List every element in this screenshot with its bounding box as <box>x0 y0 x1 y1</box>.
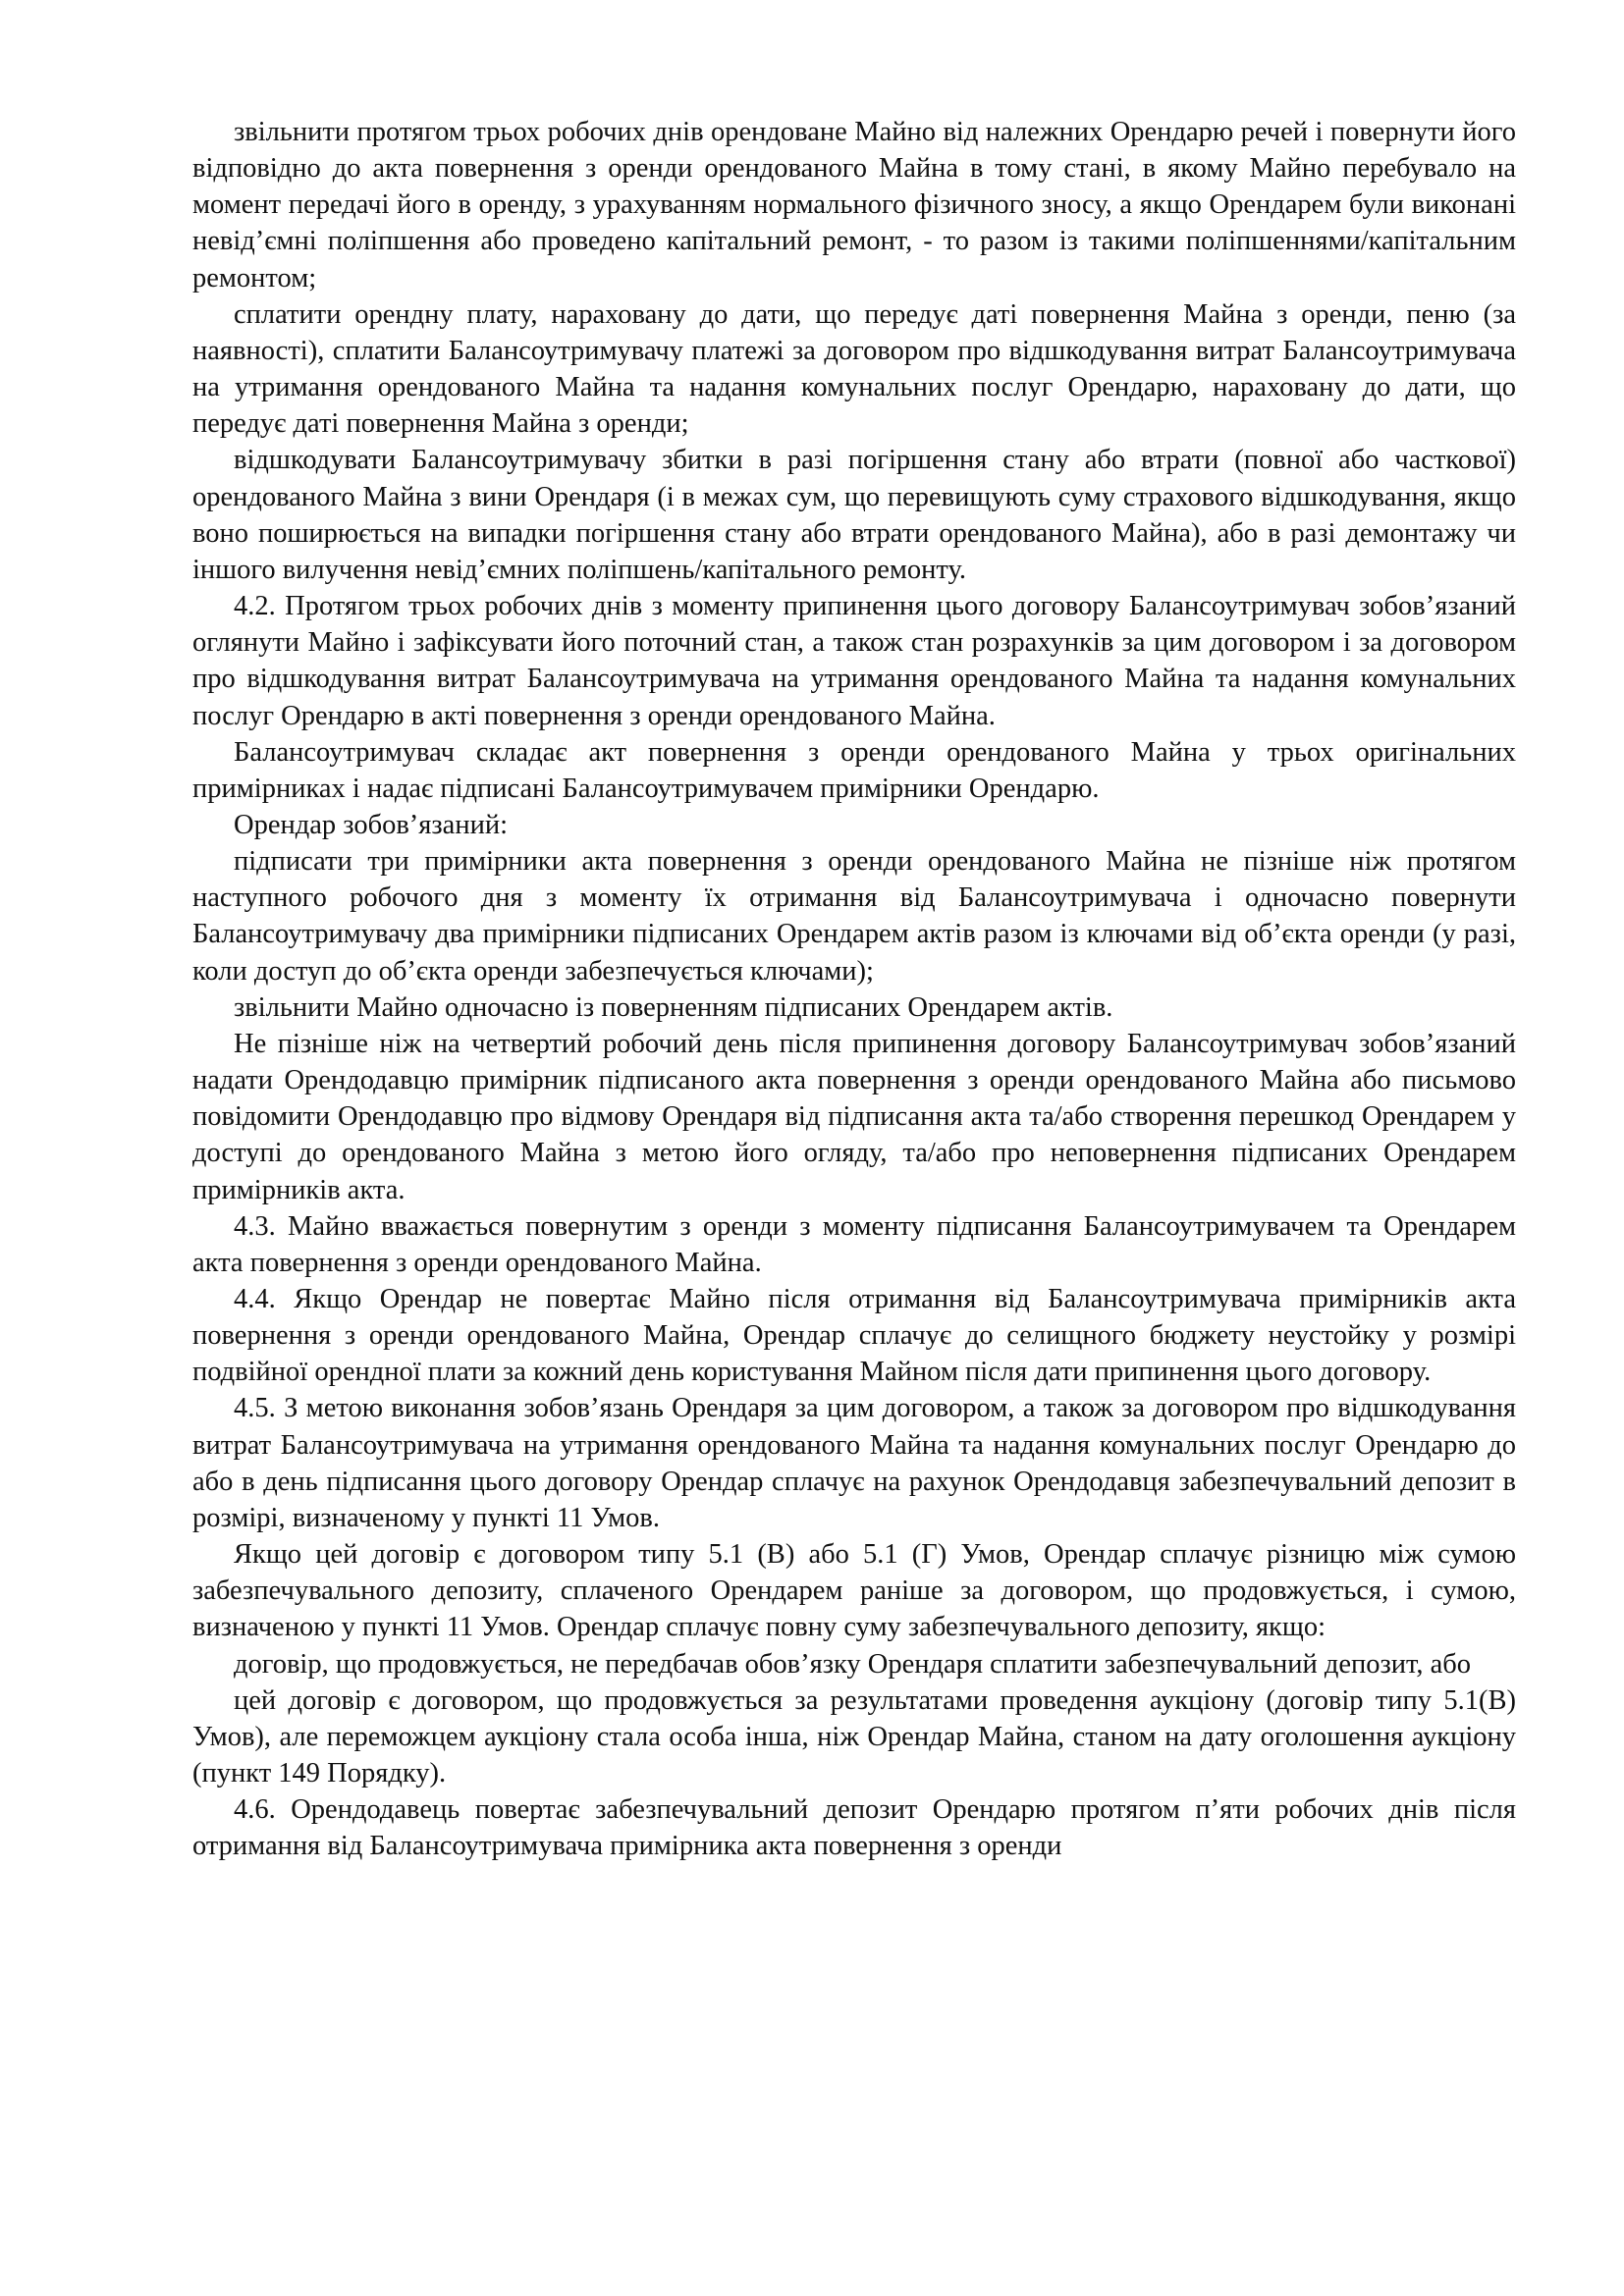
paragraph-fourth-day: Не пізніше ніж на четвертий робочий день після припинення договору Балансоутримувач зобов’язаний надати Орендодавцю примірник підписаного акта повернення з оренди орендованого Майна або письмово повідомити Орендодавцю про відмову Орендаря від підписання акта та/або створення перешкод Орендарем у доступі до орендованого Майна з метою його огляду, та/або про неповернення підписаних Орендарем примірників акта. <box>192 1028 1516 1205</box>
paragraph-compensate-losses: відшкодувати Балансоутримувачу збитки в разі погіршення стану або втрати (повної або часткової) орендованого Майна з вини Орендаря (і в межах сум, що перевищують суму страхового відшкодування, якщо воно поширюється на випадки погіршення стану або втрати орендованого Майна), або в разі демонтажу чи іншого вилучення невід’ємних поліпшень/капітального ремонту. <box>192 445 1516 585</box>
paragraph-clause-4-2: 4.2. Протягом трьох робочих днів з моменту припинення цього договору Балансоутримувач зобов’язаний оглянути Майно і зафіксувати його поточний стан, а також стан розрахунків за цим договором і за договором про відшкодування витрат Балансоутримувача на утримання орендованого Майна та надання комунальних послуг Орендарю в акті повернення з оренди орендованого Майна. <box>192 591 1516 731</box>
paragraph-free-property: звільнити Майно одночасно із поверненням підписаних Орендарем актів. <box>234 991 1113 1023</box>
document-page <box>192 114 1516 1865</box>
paragraph-clause-4-5: 4.5. З метою виконання зобов’язань Орендаря за цим договором, а також за договором про відшкодування витрат Балансоутримувача на утримання орендованого Майна та надання комунальних послуг Орендарю до або в день підписання цього договору Орендар сплачує на рахунок Орендодавця забезпечувальний депозит в розмірі, визначеному у пункті 11 Умов. <box>192 1393 1516 1533</box>
paragraph-auction-winner: цей договір є договором, що продовжується за результатами проведення аукціону (договір типу 5.1(В) Умов), але переможцем аукціону стала особа інша, ніж Орендар Майна, станом на дату оголошення аукціону (пункт 149 Порядку). <box>192 1684 1516 1789</box>
paragraph-no-deposit-obligation: договір, що продовжується, не передбачав обов’язку Орендаря сплатити забезпечувальний депозит, або <box>234 1648 1471 1680</box>
paragraph-deposit-difference: Якщо цей договір є договором типу 5.1 (В) або 5.1 (Г) Умов, Орендар сплачує різницю між сумою забезпечувального депозиту, сплаченого Орендарем раніше за договором, що продовжується, і сумою, визначеною у пункті 11 Умов. Орендар сплачує повну суму забезпечувального депозиту, якщо: <box>192 1539 1516 1643</box>
paragraph-clause-4-4: 4.4. Якщо Орендар не повертає Майно після отримання від Балансоутримувача примірників акта повернення з оренди орендованого Майна, Орендар сплачує до селищного бюджету неустойку у розмірі подвійної орендної плати за кожний день користування Майном після дати припинення цього договору. <box>192 1284 1516 1388</box>
paragraph-vacate-property: звільнити протягом трьох робочих днів орендоване Майно від належних Орендарю речей і повернути його відповідно до акта повернення з оренди орендованого Майна в тому стані, в якому Майно перебувало на момент передачі його в оренду, з урахуванням нормального фізичного зносу, а якщо Орендарем були виконані невід’ємні поліпшення або проведено капітальний ремонт, - то разом із такими поліпшеннями/капітальним ремонтом; <box>192 117 1516 294</box>
paragraph-tenant-obliged: Орендар зобов’язаний: <box>234 809 508 840</box>
paragraph-sign-copies: підписати три примірники акта повернення з оренди орендованого Майна не пізніше ніж протягом наступного робочого дня з моменту їх отримання від Балансоутримувача і одночасно повернути Балансоутримувачу два примірники підписаних Орендарем актів разом із ключами від об’єкта оренди (у разі, коли доступ до об’єкта оренди забезпечується ключами); <box>192 846 1516 987</box>
paragraph-return-act: Балансоутримувач складає акт повернення з оренди орендованого Майна у трьох оригінальних примірниках і надає підписані Балансоутримувачем примірники Орендарю. <box>192 736 1516 804</box>
paragraph-clause-4-6: 4.6. Орендодавець повертає забезпечувальний депозит Орендарю протягом п’яти робочих днів після отримання від Балансоутримувача примірника акта повернення з оренди <box>192 1794 1516 1862</box>
paragraph-pay-rent: сплатити орендну плату, нараховану до дати, що передує даті повернення Майна з оренди, пеню (за наявності), сплатити Балансоутримувачу платежі за договором про відшкодування витрат Балансоутримувача на утримання орендованого Майна та надання комунальних послуг Орендарю, нараховану до дати, що передує даті повернення Майна з оренди; <box>192 298 1516 440</box>
paragraph-clause-4-3: 4.3. Майно вважається повернутим з оренди з моменту підписання Балансоутримувачем та Орендарем акта повернення з оренди орендованого Майна. <box>192 1210 1516 1278</box>
